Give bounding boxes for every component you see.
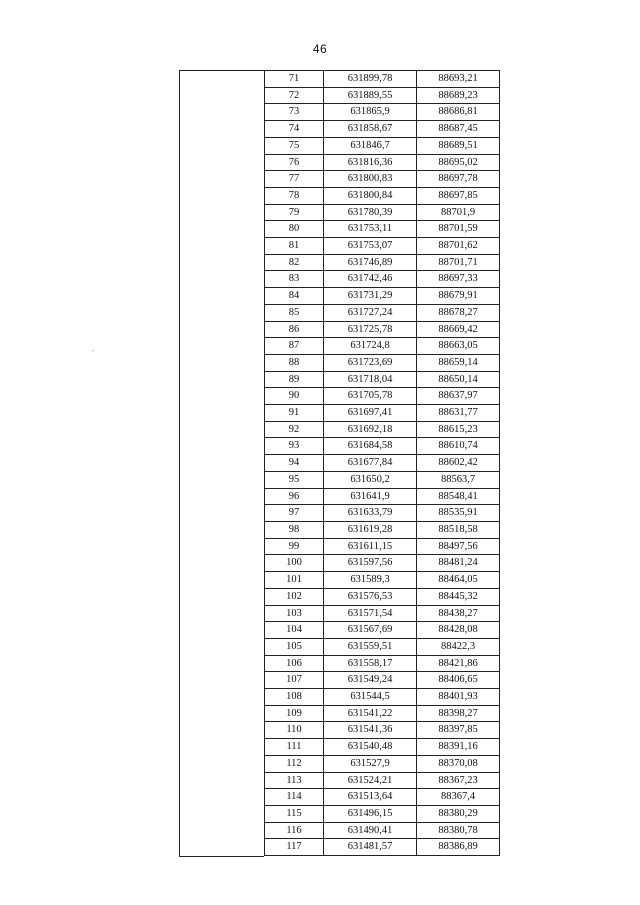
table-row: [265, 488, 500, 505]
x-coordinate-cell: 631619,28: [324, 521, 417, 538]
table-row: [265, 121, 500, 138]
x-coordinate-cell: 631513,64: [324, 789, 417, 806]
x-coordinate-cell: 631549,24: [324, 672, 417, 689]
x-coordinate-cell: 631724,8: [324, 338, 417, 355]
point-number-cell: 117: [265, 839, 324, 856]
table-row: [265, 321, 500, 338]
y-coordinate-cell: 88697,33: [417, 271, 500, 288]
table-row: [265, 438, 500, 455]
x-coordinate-cell: 631731,29: [324, 288, 417, 305]
point-number-cell: 81: [265, 238, 324, 255]
table-row: [265, 104, 500, 121]
point-number-cell: 77: [265, 171, 324, 188]
y-coordinate-cell: 88380,29: [417, 805, 500, 822]
x-coordinate-cell: 631899,78: [324, 71, 417, 88]
point-number-cell: 76: [265, 154, 324, 171]
y-coordinate-cell: 88464,05: [417, 572, 500, 589]
x-coordinate-cell: 631544,5: [324, 689, 417, 706]
y-coordinate-cell: 88421,86: [417, 655, 500, 672]
table-row: [265, 354, 500, 371]
y-coordinate-cell: 88701,9: [417, 204, 500, 221]
point-number-cell: 99: [265, 538, 324, 555]
y-coordinate-cell: 88631,77: [417, 405, 500, 422]
x-coordinate-cell: 631692,18: [324, 421, 417, 438]
y-coordinate-cell: 88701,59: [417, 221, 500, 238]
table-row: [265, 689, 500, 706]
page-number: 46: [312, 42, 328, 56]
y-coordinate-cell: 88637,97: [417, 388, 500, 405]
x-coordinate-cell: 631641,9: [324, 488, 417, 505]
point-number-cell: 84: [265, 288, 324, 305]
table-row: [265, 304, 500, 321]
y-coordinate-cell: 88701,71: [417, 254, 500, 271]
y-coordinate-cell: 88367,23: [417, 772, 500, 789]
point-number-cell: 82: [265, 254, 324, 271]
x-coordinate-cell: 631800,83: [324, 171, 417, 188]
y-coordinate-cell: 88650,14: [417, 371, 500, 388]
y-coordinate-cell: 88548,41: [417, 488, 500, 505]
y-coordinate-cell: 88445,32: [417, 588, 500, 605]
table-row: [265, 405, 500, 422]
y-coordinate-cell: 88615,23: [417, 421, 500, 438]
table-row: [265, 555, 500, 572]
point-number-cell: 104: [265, 622, 324, 639]
table-row: [265, 471, 500, 488]
x-coordinate-cell: 631558,17: [324, 655, 417, 672]
table-row: [265, 822, 500, 839]
point-number-cell: 94: [265, 455, 324, 472]
y-coordinate-cell: 88481,24: [417, 555, 500, 572]
point-number-cell: 93: [265, 438, 324, 455]
table-row: [265, 655, 500, 672]
y-coordinate-cell: 88663,05: [417, 338, 500, 355]
point-number-cell: 85: [265, 304, 324, 321]
x-coordinate-cell: 631541,36: [324, 722, 417, 739]
table-row: [265, 705, 500, 722]
y-coordinate-cell: 88697,78: [417, 171, 500, 188]
y-coordinate-cell: 88397,85: [417, 722, 500, 739]
x-coordinate-cell: 631496,15: [324, 805, 417, 822]
x-coordinate-cell: 631527,9: [324, 755, 417, 772]
coordinates-table: [264, 70, 500, 856]
x-coordinate-cell: 631576,53: [324, 588, 417, 605]
x-coordinate-cell: 631650,2: [324, 471, 417, 488]
y-coordinate-cell: 88689,51: [417, 137, 500, 154]
point-number-cell: 78: [265, 187, 324, 204]
table-row: [265, 572, 500, 589]
point-number-cell: 87: [265, 338, 324, 355]
y-coordinate-cell: 88428,08: [417, 622, 500, 639]
table-row: [265, 288, 500, 305]
point-number-cell: 105: [265, 638, 324, 655]
x-coordinate-cell: 631541,22: [324, 705, 417, 722]
y-coordinate-cell: 88610,74: [417, 438, 500, 455]
x-coordinate-cell: 631846,7: [324, 137, 417, 154]
x-coordinate-cell: 631589,3: [324, 572, 417, 589]
point-number-cell: 90: [265, 388, 324, 405]
point-number-cell: 100: [265, 555, 324, 572]
point-number-cell: 108: [265, 689, 324, 706]
x-coordinate-cell: 631800,84: [324, 187, 417, 204]
y-coordinate-cell: 88401,93: [417, 689, 500, 706]
y-coordinate-cell: 88659,14: [417, 354, 500, 371]
y-coordinate-cell: 88701,62: [417, 238, 500, 255]
table-row: [265, 521, 500, 538]
table-row: [265, 772, 500, 789]
y-coordinate-cell: 88687,45: [417, 121, 500, 138]
point-number-cell: 111: [265, 739, 324, 756]
point-number-cell: 113: [265, 772, 324, 789]
table-row: [265, 722, 500, 739]
point-number-cell: 97: [265, 505, 324, 522]
table-row: [265, 254, 500, 271]
table-row: [265, 505, 500, 522]
y-coordinate-cell: 88693,21: [417, 71, 500, 88]
y-coordinate-cell: 88386,89: [417, 839, 500, 856]
x-coordinate-cell: 631559,51: [324, 638, 417, 655]
x-coordinate-cell: 631567,69: [324, 622, 417, 639]
x-coordinate-cell: 631723,69: [324, 354, 417, 371]
table-row: [265, 805, 500, 822]
x-coordinate-cell: 631746,89: [324, 254, 417, 271]
table-row: [265, 371, 500, 388]
point-number-cell: 102: [265, 588, 324, 605]
x-coordinate-cell: 631597,56: [324, 555, 417, 572]
point-number-cell: 112: [265, 755, 324, 772]
table-row: [265, 622, 500, 639]
table-row: [265, 672, 500, 689]
y-coordinate-cell: 88669,42: [417, 321, 500, 338]
x-coordinate-cell: 631684,58: [324, 438, 417, 455]
x-coordinate-cell: 631865,9: [324, 104, 417, 121]
point-number-cell: 72: [265, 87, 324, 104]
y-coordinate-cell: 88518,58: [417, 521, 500, 538]
table-row: [265, 137, 500, 154]
point-number-cell: 116: [265, 822, 324, 839]
y-coordinate-cell: 88422,3: [417, 638, 500, 655]
point-number-cell: 71: [265, 71, 324, 88]
y-coordinate-cell: 88697,85: [417, 187, 500, 204]
y-coordinate-cell: 88686,81: [417, 104, 500, 121]
point-number-cell: 92: [265, 421, 324, 438]
x-coordinate-cell: 631677,84: [324, 455, 417, 472]
table-row: [265, 839, 500, 856]
y-coordinate-cell: 88367,4: [417, 789, 500, 806]
x-coordinate-cell: 631705,78: [324, 388, 417, 405]
y-coordinate-cell: 88497,56: [417, 538, 500, 555]
point-number-cell: 106: [265, 655, 324, 672]
x-coordinate-cell: 631753,07: [324, 238, 417, 255]
table-row: [265, 538, 500, 555]
table-row: [265, 204, 500, 221]
point-number-cell: 80: [265, 221, 324, 238]
point-number-cell: 88: [265, 354, 324, 371]
y-coordinate-cell: 88406,65: [417, 672, 500, 689]
table-row: [265, 271, 500, 288]
point-number-cell: 74: [265, 121, 324, 138]
merged-left-cell: [179, 70, 264, 857]
x-coordinate-cell: 631697,41: [324, 405, 417, 422]
y-coordinate-cell: 88679,91: [417, 288, 500, 305]
point-number-cell: 107: [265, 672, 324, 689]
point-number-cell: 98: [265, 521, 324, 538]
y-coordinate-cell: 88563,7: [417, 471, 500, 488]
coordinates-table-body: [265, 71, 500, 856]
point-number-cell: 101: [265, 572, 324, 589]
table-row: [265, 421, 500, 438]
table-row: [265, 638, 500, 655]
table-row: [265, 221, 500, 238]
x-coordinate-cell: 631742,46: [324, 271, 417, 288]
table-row: [265, 588, 500, 605]
y-coordinate-cell: 88678,27: [417, 304, 500, 321]
table-row: [265, 71, 500, 88]
table-row: [265, 755, 500, 772]
x-coordinate-cell: 631481,57: [324, 839, 417, 856]
x-coordinate-cell: 631633,79: [324, 505, 417, 522]
point-number-cell: 89: [265, 371, 324, 388]
point-number-cell: 96: [265, 488, 324, 505]
point-number-cell: 91: [265, 405, 324, 422]
point-number-cell: 115: [265, 805, 324, 822]
y-coordinate-cell: 88695,02: [417, 154, 500, 171]
y-coordinate-cell: 88535,91: [417, 505, 500, 522]
y-coordinate-cell: 88380,78: [417, 822, 500, 839]
point-number-cell: 75: [265, 137, 324, 154]
table-row: [265, 455, 500, 472]
x-coordinate-cell: 631524,21: [324, 772, 417, 789]
table-row: [265, 238, 500, 255]
x-coordinate-cell: 631780,39: [324, 204, 417, 221]
x-coordinate-cell: 631858,67: [324, 121, 417, 138]
x-coordinate-cell: 631889,55: [324, 87, 417, 104]
y-coordinate-cell: 88370,08: [417, 755, 500, 772]
point-number-cell: 83: [265, 271, 324, 288]
x-coordinate-cell: 631753,11: [324, 221, 417, 238]
y-coordinate-cell: 88689,23: [417, 87, 500, 104]
table-row: [265, 87, 500, 104]
x-coordinate-cell: 631816,36: [324, 154, 417, 171]
table-row: [265, 171, 500, 188]
table-row: [265, 388, 500, 405]
x-coordinate-cell: 631727,24: [324, 304, 417, 321]
point-number-cell: 109: [265, 705, 324, 722]
x-coordinate-cell: 631718,04: [324, 371, 417, 388]
point-number-cell: 114: [265, 789, 324, 806]
table-row: [265, 338, 500, 355]
point-number-cell: 103: [265, 605, 324, 622]
scan-mark: [92, 350, 94, 351]
x-coordinate-cell: 631571,54: [324, 605, 417, 622]
point-number-cell: 73: [265, 104, 324, 121]
x-coordinate-cell: 631490,41: [324, 822, 417, 839]
point-number-cell: 86: [265, 321, 324, 338]
y-coordinate-cell: 88391,16: [417, 739, 500, 756]
point-number-cell: 110: [265, 722, 324, 739]
point-number-cell: 95: [265, 471, 324, 488]
table-row: [265, 739, 500, 756]
y-coordinate-cell: 88602,42: [417, 455, 500, 472]
table-row: [265, 605, 500, 622]
x-coordinate-cell: 631725,78: [324, 321, 417, 338]
table-row: [265, 154, 500, 171]
table-row: [265, 789, 500, 806]
y-coordinate-cell: 88398,27: [417, 705, 500, 722]
y-coordinate-cell: 88438,27: [417, 605, 500, 622]
table-row: [265, 187, 500, 204]
point-number-cell: 79: [265, 204, 324, 221]
x-coordinate-cell: 631540,48: [324, 739, 417, 756]
x-coordinate-cell: 631611,15: [324, 538, 417, 555]
